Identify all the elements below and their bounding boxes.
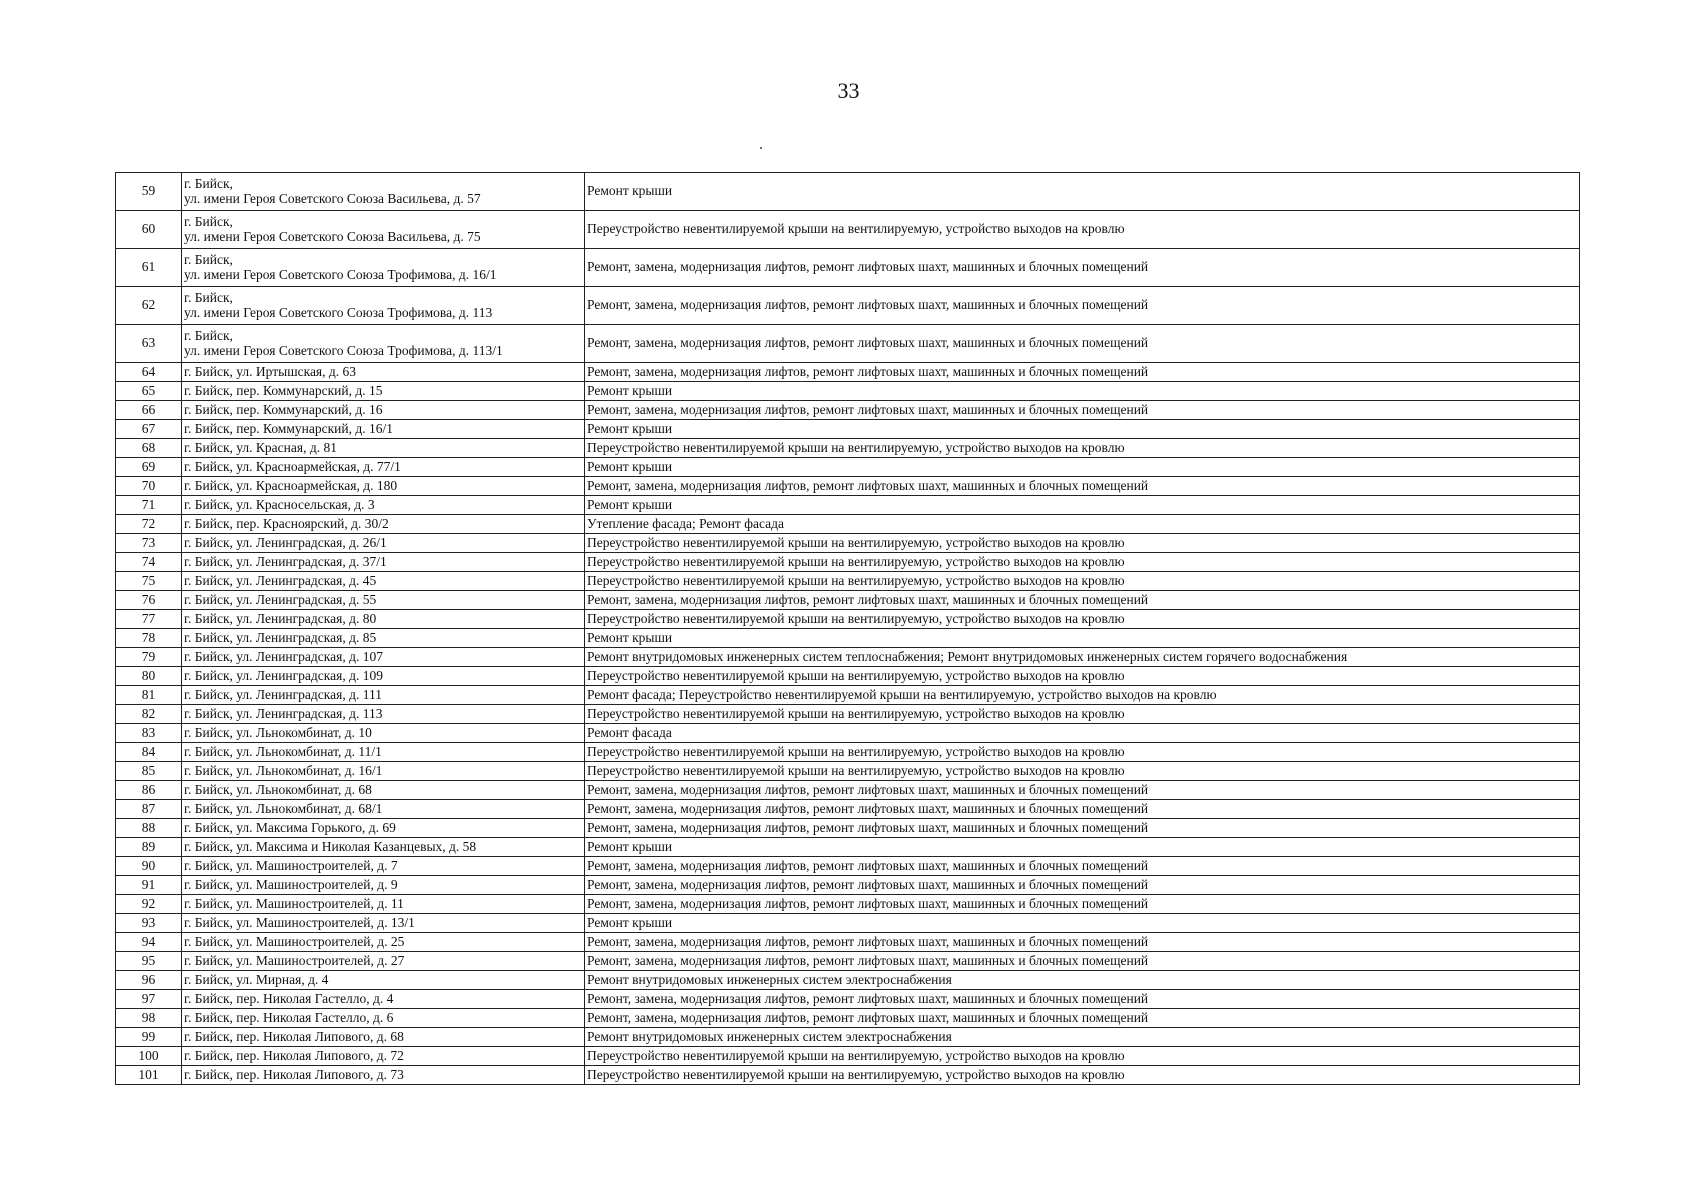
address-cell [182,211,585,249]
work-type-cell: Ремонт, замена, модернизация лифтов, ремонт лифтовых шахт, машинных и блочных помещений [585,477,1580,496]
address-line: ул. имени Героя Советского Союза Трофимова, д. 113 [184,304,493,320]
address-line: г. Бийск, ул. Ленинградская, д. 111 [184,686,382,702]
row-number-cell: 78 [116,629,182,648]
table-row [116,458,1580,477]
address-line: г. Бийск, пер. Николая Липового, д. 73 [184,1066,404,1082]
work-type-cell: Ремонт крыши [585,382,1580,401]
row-number-cell: 97 [116,990,182,1009]
row-number-cell: 91 [116,876,182,895]
table-row [116,477,1580,496]
table-row [116,743,1580,762]
table-row [116,591,1580,610]
address-line: г. Бийск, ул. Красносельская, д. 3 [184,496,375,512]
address-cell [182,534,585,553]
address-line: г. Бийск, ул. Льнокомбинат, д. 11/1 [184,743,382,759]
address-line: г. Бийск, ул. Машиностроителей, д. 27 [184,952,405,968]
address-cell [182,496,585,515]
address-cell [182,515,585,534]
work-type-cell: Переустройство невентилируемой крыши на вентилируемую, устройство выходов на кровлю [585,534,1580,553]
address-line: г. Бийск, ул. Льнокомбинат, д. 16/1 [184,762,383,778]
registry-body [116,173,1580,1085]
address-cell [182,572,585,591]
address-line: г. Бийск, [184,328,233,344]
work-type-cell: Ремонт крыши [585,173,1580,211]
work-type-cell: Ремонт, замена, модернизация лифтов, ремонт лифтовых шахт, машинных и блочных помещений [585,819,1580,838]
work-type-cell: Ремонт, замена, модернизация лифтов, ремонт лифтовых шахт, машинных и блочных помещений [585,591,1580,610]
table-row [116,553,1580,572]
address-cell [182,743,585,762]
address-line: г. Бийск, ул. Максима Горького, д. 69 [184,819,396,835]
row-number-cell: 101 [116,1066,182,1085]
work-type-cell: Ремонт, замена, модернизация лифтов, ремонт лифтовых шахт, машинных и блочных помещений [585,857,1580,876]
address-cell [182,819,585,838]
address-line: ул. имени Героя Советского Союза Васильева, д. 57 [184,190,481,206]
address-cell [182,420,585,439]
row-number-cell: 67 [116,420,182,439]
row-number-cell: 64 [116,363,182,382]
address-line: г. Бийск, ул. Машиностроителей, д. 9 [184,876,398,892]
table-row [116,496,1580,515]
address-cell [182,705,585,724]
row-number-cell: 76 [116,591,182,610]
row-number-cell: 72 [116,515,182,534]
address-cell [182,762,585,781]
work-type-cell: Ремонт внутридомовых инженерных систем электроснабжения [585,1028,1580,1047]
address-line: г. Бийск, пер. Николая Гастелло, д. 4 [184,990,394,1006]
work-type-cell: Утепление фасада; Ремонт фасада [585,515,1580,534]
table-row [116,876,1580,895]
address-cell [182,781,585,800]
address-line: г. Бийск, ул. Мирная, д. 4 [184,971,329,987]
row-number-cell: 79 [116,648,182,667]
work-type-cell: Ремонт, замена, модернизация лифтов, ремонт лифтовых шахт, машинных и блочных помещений [585,249,1580,287]
address-line: г. Бийск, ул. Машиностроителей, д. 7 [184,857,398,873]
row-number-cell: 86 [116,781,182,800]
row-number-cell: 98 [116,1009,182,1028]
address-line: г. Бийск, ул. Красноармейская, д. 77/1 [184,458,401,474]
work-type-cell: Ремонт, замена, модернизация лифтов, ремонт лифтовых шахт, машинных и блочных помещений [585,401,1580,420]
work-type-cell: Переустройство невентилируемой крыши на вентилируемую, устройство выходов на кровлю [585,211,1580,249]
row-number-cell: 59 [116,173,182,211]
address-line: ул. имени Героя Советского Союза Трофимова, д. 16/1 [184,266,497,282]
address-line: г. Бийск, пер. Николая Липового, д. 68 [184,1028,404,1044]
address-cell [182,952,585,971]
address-cell [182,553,585,572]
table-row [116,838,1580,857]
table-row [116,173,1580,211]
work-type-cell: Ремонт, замена, модернизация лифтов, ремонт лифтовых шахт, машинных и блочных помещений [585,363,1580,382]
address-cell [182,990,585,1009]
work-type-cell: Ремонт, замена, модернизация лифтов, ремонт лифтовых шахт, машинных и блочных помещений [585,325,1580,363]
address-line: г. Бийск, ул. Машиностроителей, д. 25 [184,933,405,949]
table-row [116,610,1580,629]
work-type-cell: Ремонт, замена, модернизация лифтов, ремонт лифтовых шахт, машинных и блочных помещений [585,895,1580,914]
address-line: г. Бийск, пер. Николая Липового, д. 72 [184,1047,404,1063]
row-number-cell: 90 [116,857,182,876]
address-line: г. Бийск, ул. Ленинградская, д. 107 [184,648,383,664]
work-type-cell: Ремонт внутридомовых инженерных систем теплоснабжения; Ремонт внутридомовых инженерных систем горячего водоснабжения [585,648,1580,667]
address-line: г. Бийск, ул. Ленинградская, д. 85 [184,629,377,645]
address-line: г. Бийск, пер. Коммунарский, д. 16 [184,401,383,417]
work-type-cell: Переустройство невентилируемой крыши на вентилируемую, устройство выходов на кровлю [585,572,1580,591]
table-row [116,515,1580,534]
address-cell [182,686,585,705]
table-row [116,819,1580,838]
address-line: г. Бийск, ул. Ленинградская, д. 109 [184,667,383,683]
work-type-cell: Ремонт, замена, модернизация лифтов, ремонт лифтовых шахт, машинных и блочных помещений [585,781,1580,800]
address-line: г. Бийск, [184,214,233,230]
table-row [116,648,1580,667]
table-row [116,781,1580,800]
table-row [116,1009,1580,1028]
address-line: г. Бийск, ул. Льнокомбинат, д. 10 [184,724,372,740]
address-cell [182,1028,585,1047]
address-cell [182,401,585,420]
table-row [116,420,1580,439]
row-number-cell: 74 [116,553,182,572]
row-number-cell: 80 [116,667,182,686]
table-row [116,895,1580,914]
table-row [116,800,1580,819]
address-cell [182,439,585,458]
work-type-cell: Ремонт, замена, модернизация лифтов, ремонт лифтовых шахт, машинных и блочных помещений [585,800,1580,819]
address-line: ул. имени Героя Советского Союза Трофимова, д. 113/1 [184,342,503,358]
row-number-cell: 84 [116,743,182,762]
table-row [116,857,1580,876]
table-row [116,933,1580,952]
address-cell [182,382,585,401]
row-number-cell: 68 [116,439,182,458]
work-type-cell: Ремонт крыши [585,629,1580,648]
row-number-cell: 99 [116,1028,182,1047]
table-row [116,705,1580,724]
row-number-cell: 88 [116,819,182,838]
table-row [116,667,1580,686]
row-number-cell: 95 [116,952,182,971]
row-number-cell: 85 [116,762,182,781]
address-cell [182,914,585,933]
table-row [116,382,1580,401]
table-row [116,325,1580,363]
row-number-cell: 93 [116,914,182,933]
address-cell [182,477,585,496]
address-line: ул. имени Героя Советского Союза Васильева, д. 75 [184,228,481,244]
row-number-cell: 66 [116,401,182,420]
work-type-cell: Переустройство невентилируемой крыши на вентилируемую, устройство выходов на кровлю [585,705,1580,724]
row-number-cell: 71 [116,496,182,515]
repair-registry-table [115,172,1580,1085]
address-line: г. Бийск, ул. Ленинградская, д. 45 [184,572,377,588]
address-cell [182,1009,585,1028]
work-type-cell: Ремонт, замена, модернизация лифтов, ремонт лифтовых шахт, машинных и блочных помещений [585,933,1580,952]
work-type-cell: Переустройство невентилируемой крыши на вентилируемую, устройство выходов на кровлю [585,439,1580,458]
row-number-cell: 60 [116,211,182,249]
address-cell [182,895,585,914]
address-line: г. Бийск, ул. Ленинградская, д. 113 [184,705,383,721]
table-row [116,686,1580,705]
address-line: г. Бийск, ул. Иртышская, д. 63 [184,363,357,379]
row-number-cell: 75 [116,572,182,591]
table-row [116,914,1580,933]
work-type-cell: Переустройство невентилируемой крыши на вентилируемую, устройство выходов на кровлю [585,743,1580,762]
row-number-cell: 100 [116,1047,182,1066]
address-cell [182,838,585,857]
table-row [116,1066,1580,1085]
row-number-cell: 96 [116,971,182,990]
table-row [116,572,1580,591]
address-line: г. Бийск, [184,290,233,306]
address-cell [182,933,585,952]
table-row [116,534,1580,553]
work-type-cell: Переустройство невентилируемой крыши на вентилируемую, устройство выходов на кровлю [585,553,1580,572]
work-type-cell: Ремонт крыши [585,914,1580,933]
address-cell [182,724,585,743]
table-row [116,724,1580,743]
work-type-cell: Ремонт крыши [585,496,1580,515]
address-cell [182,876,585,895]
page-number: 33 [837,78,860,103]
table-row [116,971,1580,990]
address-line: г. Бийск, пер. Красноярский, д. 30/2 [184,515,389,531]
address-cell [182,1047,585,1066]
address-line: г. Бийск, [184,176,233,192]
row-number-cell: 92 [116,895,182,914]
address-cell [182,249,585,287]
table-row [116,249,1580,287]
table-row [116,629,1580,648]
row-number-cell: 69 [116,458,182,477]
table-row [116,363,1580,382]
address-cell [182,648,585,667]
address-cell [182,287,585,325]
address-line: г. Бийск, [184,252,233,268]
address-line: г. Бийск, ул. Льнокомбинат, д. 68 [184,781,372,797]
scan-speck [760,147,762,149]
address-line: г. Бийск, ул. Машиностроителей, д. 11 [184,895,404,911]
work-type-cell: Ремонт, замена, модернизация лифтов, ремонт лифтовых шахт, машинных и блочных помещений [585,1009,1580,1028]
work-type-cell: Ремонт фасада; Переустройство невентилируемой крыши на вентилируемую, устройство выходов на кровлю [585,686,1580,705]
work-type-cell: Ремонт, замена, модернизация лифтов, ремонт лифтовых шахт, машинных и блочных помещений [585,876,1580,895]
address-line: г. Бийск, ул. Максима и Николая Казанцевых, д. 58 [184,838,477,854]
work-type-cell: Ремонт, замена, модернизация лифтов, ремонт лифтовых шахт, машинных и блочных помещений [585,990,1580,1009]
address-cell [182,1066,585,1085]
row-number-cell: 62 [116,287,182,325]
address-line: г. Бийск, пер. Коммунарский, д. 15 [184,382,383,398]
row-number-cell: 70 [116,477,182,496]
row-number-cell: 65 [116,382,182,401]
row-number-cell: 87 [116,800,182,819]
row-number-cell: 77 [116,610,182,629]
address-cell [182,363,585,382]
row-number-cell: 61 [116,249,182,287]
address-cell [182,610,585,629]
row-number-cell: 82 [116,705,182,724]
address-cell [182,325,585,363]
work-type-cell: Ремонт внутридомовых инженерных систем электроснабжения [585,971,1580,990]
table-row [116,1028,1580,1047]
row-number-cell: 63 [116,325,182,363]
table-row [116,401,1580,420]
work-type-cell: Ремонт крыши [585,838,1580,857]
table-row [116,990,1580,1009]
address-line: г. Бийск, ул. Машиностроителей, д. 13/1 [184,914,415,930]
address-cell [182,971,585,990]
address-cell [182,857,585,876]
work-type-cell: Переустройство невентилируемой крыши на вентилируемую, устройство выходов на кровлю [585,667,1580,686]
row-number-cell: 83 [116,724,182,743]
address-cell [182,591,585,610]
address-line: г. Бийск, пер. Коммунарский, д. 16/1 [184,420,393,436]
address-line: г. Бийск, ул. Красноармейская, д. 180 [184,477,398,493]
row-number-cell: 73 [116,534,182,553]
address-line: г. Бийск, ул. Ленинградская, д. 37/1 [184,553,387,569]
address-cell [182,800,585,819]
table-row [116,211,1580,249]
work-type-cell: Ремонт крыши [585,420,1580,439]
work-type-cell: Переустройство невентилируемой крыши на вентилируемую, устройство выходов на кровлю [585,610,1580,629]
address-cell [182,173,585,211]
address-line: г. Бийск, ул. Красная, д. 81 [184,439,337,455]
work-type-cell: Ремонт, замена, модернизация лифтов, ремонт лифтовых шахт, машинных и блочных помещений [585,952,1580,971]
address-line: г. Бийск, ул. Ленинградская, д. 55 [184,591,377,607]
table-row [116,762,1580,781]
address-line: г. Бийск, ул. Ленинградская, д. 80 [184,610,377,626]
row-number-cell: 89 [116,838,182,857]
work-type-cell: Переустройство невентилируемой крыши на вентилируемую, устройство выходов на кровлю [585,1066,1580,1085]
row-number-cell: 94 [116,933,182,952]
table-row [116,287,1580,325]
table-row [116,952,1580,971]
address-cell [182,458,585,477]
work-type-cell: Переустройство невентилируемой крыши на вентилируемую, устройство выходов на кровлю [585,1047,1580,1066]
work-type-cell: Ремонт, замена, модернизация лифтов, ремонт лифтовых шахт, машинных и блочных помещений [585,287,1580,325]
address-cell [182,629,585,648]
work-type-cell: Ремонт фасада [585,724,1580,743]
work-type-cell: Ремонт крыши [585,458,1580,477]
table-row [116,1047,1580,1066]
work-type-cell: Переустройство невентилируемой крыши на вентилируемую, устройство выходов на кровлю [585,762,1580,781]
table-row [116,439,1580,458]
address-line: г. Бийск, пер. Николая Гастелло, д. 6 [184,1009,394,1025]
row-number-cell: 81 [116,686,182,705]
address-cell [182,667,585,686]
address-line: г. Бийск, ул. Ленинградская, д. 26/1 [184,534,387,550]
address-line: г. Бийск, ул. Льнокомбинат, д. 68/1 [184,800,383,816]
